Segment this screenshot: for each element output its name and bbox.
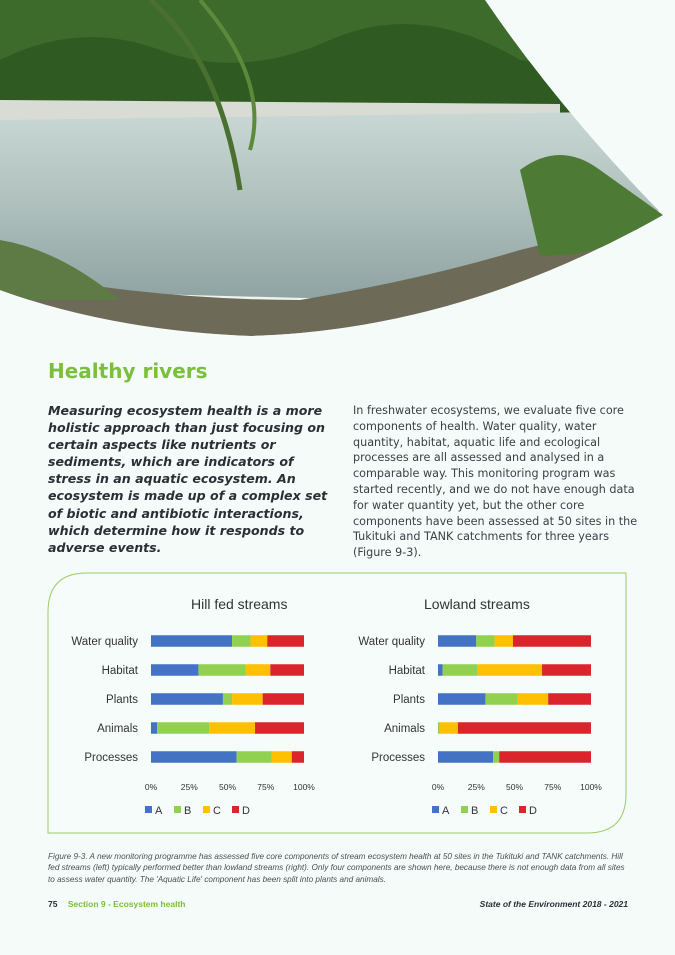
hill-fed-streams-legend-label-c: C [213,805,221,817]
lowland-streams-x-tick: 50% [505,782,524,792]
hill-fed-streams-legend-label-b: B [184,805,192,817]
hill-fed-streams-bar-water-quality-c [250,635,267,647]
lowland-streams-bar-processes-a [438,751,493,763]
lowland-streams-bar-animals-b [438,722,440,734]
body-paragraph: In freshwater ecosystems, we evaluate five core components of health. Water quality, water quantity, habitat, aquatic life and ecological processes are all assessed and analysed in a comparable way. This monitoring program was started recently, and we do not have enough data for water quantity yet, but the other core components have been assessed at 50 sites in the Tukituki and TANK catchments for three years (Figure 9-3). [353,404,638,560]
lowland-streams-bar-processes-b [493,751,499,763]
hill-fed-streams-bar-plants-b [223,693,232,705]
lowland-streams-bar-habitat-a [438,664,443,676]
hill-fed-streams-legend-label-d: D [242,805,250,817]
hill-fed-streams-category-processes: Processes [84,752,138,764]
hill-fed-streams-bar-processes-d [292,751,304,763]
lowland-streams-legend-swatch-c [490,806,497,813]
report-title: State of the Environment 2018 - 2021 [479,899,628,909]
hill-fed-streams-bar-habitat-c [246,664,270,676]
lowland-streams-bar-water-quality-a [438,635,476,647]
section-label: Section 9 - Ecosystem health [67,899,186,909]
lowland-streams-x-tick: 100% [580,782,602,792]
lowland-streams-bar-plants-b [485,693,517,705]
hill-fed-streams-bar-animals-a [151,722,157,734]
hill-fed-streams-legend-swatch-b [174,806,181,813]
hill-fed-streams-category-animals: Animals [97,723,138,735]
lowland-streams-legend-swatch-d [519,806,526,813]
hill-fed-streams-bar-plants-c [232,693,263,705]
page-footer [48,899,628,913]
page-number: 75 [48,899,58,909]
lowland-streams-x-tick: 25% [467,782,485,792]
lowland-streams-legend-label-d: D [529,805,537,817]
hill-fed-streams-bar-plants-d [263,693,304,705]
lowland-streams-bar-water-quality-c [495,635,513,647]
hill-fed-streams-x-tick: 75% [257,782,275,792]
hill-fed-streams-bar-water-quality-b [232,635,250,647]
lowland-streams-category-habitat: Habitat [388,665,425,677]
lowland-streams-bar-habitat-c [478,664,542,676]
hill-fed-streams-x-tick: 0% [144,782,158,792]
lowland-streams-category-processes: Processes [371,752,425,764]
hill-fed-streams-bar-water-quality-d [267,635,304,647]
lowland-streams-legend-label-a: A [442,805,450,817]
lowland-streams-x-tick: 75% [544,782,562,792]
lowland-streams-x-tick: 0% [431,782,445,792]
hill-fed-streams-category-plants: Plants [106,694,138,706]
lowland-streams-bar-water-quality-b [476,635,494,647]
hill-fed-streams-category-habitat: Habitat [101,665,138,677]
lowland-streams-bar-habitat-d [542,664,591,676]
lowland-streams-bar-plants-a [438,693,485,705]
lowland-streams-bar-animals-c [440,722,458,734]
lowland-streams-bar-water-quality-d [513,635,591,647]
page-title: Healthy rivers [48,359,208,383]
hill-fed-streams-x-tick: 25% [180,782,198,792]
lowland-streams-category-plants: Plants [393,694,425,706]
hill-fed-streams-bar-animals-d [255,722,304,734]
hill-fed-streams-legend-label-a: A [155,805,163,817]
lowland-streams-bar-processes-d [499,751,591,763]
lowland-streams-legend-label-b: B [471,805,479,817]
lowland-streams-category-water-quality: Water quality [358,636,425,648]
hill-fed-streams-bar-animals-b [157,722,209,734]
lowland-streams-category-animals: Animals [384,723,425,735]
figure-9-3 [47,572,627,834]
hill-fed-streams-bar-habitat-d [270,664,304,676]
lowland-streams-bar-plants-d [548,693,591,705]
hill-fed-streams-bar-plants-a [151,693,223,705]
hill-fed-streams-category-water-quality: Water quality [71,636,138,648]
hill-fed-streams-legend-swatch-a [145,806,152,813]
hill-fed-streams-bar-processes-b [237,751,272,763]
lowland-streams-legend-label-c: C [500,805,508,817]
hill-fed-streams-chart-title: Hill fed streams [191,596,288,612]
hill-fed-streams-bar-processes-c [272,751,292,763]
lowland-streams-legend-swatch-a [432,806,439,813]
hill-fed-streams-legend-swatch-c [203,806,210,813]
lowland-streams-legend-swatch-b [461,806,468,813]
lowland-streams-bar-animals-d [458,722,591,734]
hill-fed-streams-x-tick: 100% [293,782,315,792]
lowland-streams-bar-habitat-b [443,664,478,676]
hill-fed-streams-bar-animals-c [209,722,255,734]
hill-fed-streams-bar-processes-a [151,751,237,763]
lowland-streams-chart-title: Lowland streams [424,596,530,612]
hill-fed-streams-bar-water-quality-a [151,635,232,647]
lead-paragraph: Measuring ecosystem health is a more holistic approach than just focusing on certain aspects like nutrients or sediments, which are indicators of stress in an aquatic ecosystem. An ecosystem is made up of a complex set of biotic and antibiotic interactions, which determine how it responds to adverse events. [48,403,328,555]
figure-caption: Figure 9-3. A new monitoring programme has assessed five core components of stream ecosystem health at 50 sites in the Tukituki and TANK catchments. Hill fed streams (left) typically performed better than lowland streams (right). Only four components are shown here, because there is not enough data from all sites to assess water quantity. The 'Aquatic Life' component has been split into plants and animals. [48,852,625,884]
lowland-streams-bar-plants-c [518,693,549,705]
hill-fed-streams-bar-habitat-b [198,664,245,676]
hill-fed-streams-legend-swatch-d [232,806,239,813]
hill-fed-streams-bar-habitat-a [151,664,198,676]
river-photo [0,0,675,340]
hill-fed-streams-x-tick: 50% [218,782,237,792]
